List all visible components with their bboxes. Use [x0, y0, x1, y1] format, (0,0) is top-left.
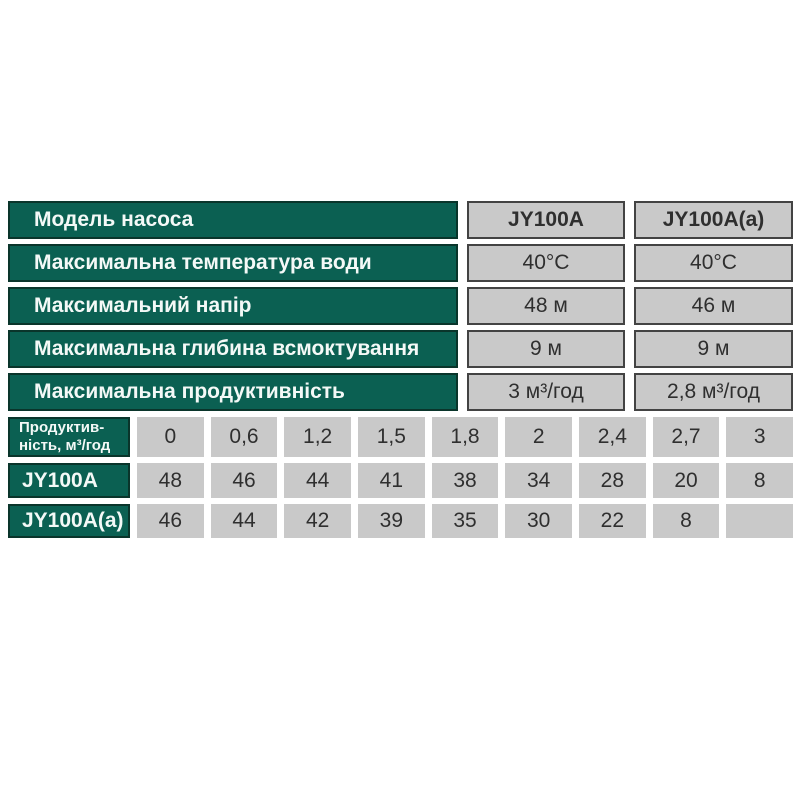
flow-header-cell: 2,4: [579, 417, 646, 457]
head-value: [726, 504, 793, 538]
spec-value: 9 м: [467, 330, 625, 368]
performance-table: [8, 417, 793, 538]
flow-header-cell: 1,2: [284, 417, 351, 457]
flow-header-cell: 2,7: [653, 417, 720, 457]
head-value: 42: [284, 504, 351, 538]
spec-row-label: Максимальна температура води: [8, 244, 458, 282]
spec-value: 2,8 м³/год: [634, 373, 793, 411]
spec-row-label: Максимальний напір: [8, 287, 458, 325]
spec-value: 9 м: [634, 330, 793, 368]
head-value: 41: [358, 463, 425, 498]
performance-header-label: [8, 417, 130, 457]
head-value: 8: [653, 504, 720, 538]
head-value: 34: [505, 463, 572, 498]
flow-header-cell: 2: [505, 417, 572, 457]
head-value: 46: [211, 463, 278, 498]
head-value: 39: [358, 504, 425, 538]
spec-row-label: Модель насоса: [8, 201, 458, 239]
head-value: 20: [653, 463, 720, 498]
flow-header-cell: 0,6: [211, 417, 278, 457]
head-value: 28: [579, 463, 646, 498]
spec-value: 40°C: [467, 244, 625, 282]
performance-header-label-line2: ність, м³/год: [19, 437, 111, 454]
spec-table: [8, 201, 793, 411]
flow-header-cell: 1,5: [358, 417, 425, 457]
head-value: 22: [579, 504, 646, 538]
head-value: 46: [137, 504, 204, 538]
model-col-header-jy100a-a: JY100A(a): [634, 201, 793, 239]
head-value: 44: [284, 463, 351, 498]
spec-row-label: Максимальна глибина всмоктування: [8, 330, 458, 368]
spec-row-label: Максимальна продуктивність: [8, 373, 458, 411]
performance-row-label-jy100a: JY100A: [8, 463, 130, 498]
model-col-header-jy100a: JY100A: [467, 201, 625, 239]
head-value: 35: [432, 504, 499, 538]
head-value: 8: [726, 463, 793, 498]
spec-value: 48 м: [467, 287, 625, 325]
head-value: 38: [432, 463, 499, 498]
head-value: 48: [137, 463, 204, 498]
head-value: 44: [211, 504, 278, 538]
spec-value: 46 м: [634, 287, 793, 325]
flow-header-cell: 1,8: [432, 417, 499, 457]
spec-value: 40°C: [634, 244, 793, 282]
head-value: 30: [505, 504, 572, 538]
flow-header-cell: 0: [137, 417, 204, 457]
flow-header-cell: 3: [726, 417, 793, 457]
performance-row-label-jy100a-a: JY100A(a): [8, 504, 130, 538]
performance-header-label-line1: Продуктив-: [19, 419, 105, 437]
spec-value: 3 м³/год: [467, 373, 625, 411]
